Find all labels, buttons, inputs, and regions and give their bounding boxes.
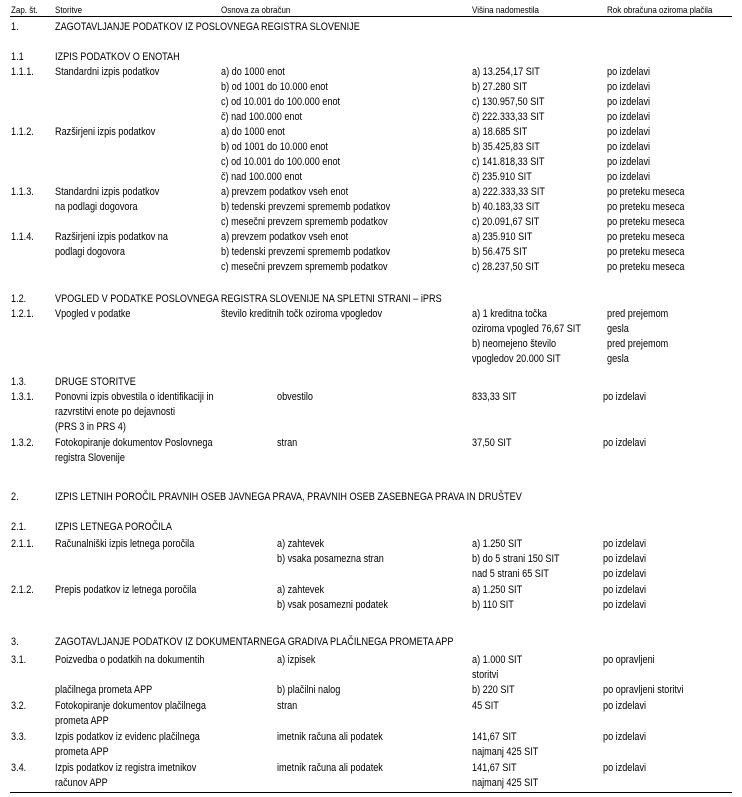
section-title: VPOGLED V PODATKE POSLOVNEGA REGISTRA SLOVENIJE NA SPLETNI STRANI – iPRS (55, 293, 442, 305)
section-title: IZPIS PODATKOV O ENOTAH (55, 51, 180, 63)
cell-service: Standardni izpis podatkov (55, 186, 160, 198)
cell-service: plačilnega prometa APP (55, 684, 153, 696)
cell-fee: 833,33 SIT (472, 391, 517, 403)
cell-fee: 141,67 SIT (472, 731, 517, 743)
cell-fee: b) 110 SIT (472, 599, 514, 611)
cell-due: po izdelavi (603, 762, 647, 774)
cell-fee: c) 28.237,50 SIT (472, 261, 540, 273)
cell-basis: a) do 1000 enot (221, 66, 285, 78)
cell-due: po izdelavi (607, 96, 651, 108)
cell-basis: b) vsaka posamezna stran (277, 553, 384, 565)
cell-basis: imetnik računa ali podatek (277, 731, 383, 743)
cell-num: 3.2. (11, 700, 27, 712)
header-fee: Višina nadomestila (472, 5, 539, 15)
cell-due: po izdelavi (607, 66, 651, 78)
cell-fee: oziroma vpogled 76,67 SIT (472, 323, 581, 335)
cell-fee: č) 235.910 SIT (472, 171, 532, 183)
cell-num: 1.1.4. (11, 231, 34, 243)
cell-num: 3.1. (11, 654, 27, 666)
cell-due: po opravljeni storitvi (603, 684, 684, 696)
cell-due: po izdelavi (607, 126, 651, 138)
cell-due: po preteku meseca (607, 186, 685, 198)
cell-fee: najmanj 425 SIT (472, 746, 539, 758)
cell-due: po izdelavi (603, 599, 647, 611)
header-service: Storitve (55, 5, 83, 15)
cell-fee: a) 18.685 SIT (472, 126, 528, 138)
cell-fee: b) 220 SIT (472, 684, 515, 696)
cell-service: Razširjeni izpis podatkov na (55, 231, 168, 243)
cell-basis: b) tedenski prevzemi sprememb podatkov (221, 201, 391, 213)
cell-due: gesla (607, 323, 629, 335)
cell-basis: stran (277, 437, 298, 449)
cell-service: Izpis podatkov iz registra imetnikov (55, 762, 197, 774)
cell-fee: a) 1.250 SIT (472, 584, 523, 596)
cell-fee: 37,50 SIT (472, 437, 512, 449)
cell-basis: b) od 1001 do 10.000 enot (221, 141, 328, 153)
cell-due: po izdelavi (603, 700, 647, 712)
cell-basis: a) izpisek (277, 654, 316, 666)
cell-num: 1.3. (11, 376, 27, 388)
cell-num: 1.3.1. (11, 391, 34, 403)
cell-fee: a) 1 kreditna točka (472, 308, 547, 320)
cell-due: po preteku meseca (607, 231, 685, 243)
cell-fee: b) do 5 strani 150 SIT (472, 553, 560, 565)
cell-due: po preteku meseca (607, 246, 685, 258)
cell-due: po izdelavi (607, 156, 651, 168)
cell-num: 2. (11, 491, 19, 503)
cell-due: po izdelavi (603, 731, 647, 743)
cell-fee: b) 27.280 SIT (472, 81, 528, 93)
cell-fee: c) 130.957,50 SIT (472, 96, 545, 108)
cell-fee: a) 1.250 SIT (472, 538, 523, 550)
cell-fee: a) 222.333,33 SIT (472, 186, 545, 198)
section-title: ZAGOTAVLJANJE PODATKOV IZ DOKUMENTARNEGA GRADIVA PLAČILNEGA PROMETA APP (55, 636, 454, 648)
cell-fee: c) 141.818,33 SIT (472, 156, 545, 168)
cell-basis: a) do 1000 enot (221, 126, 285, 138)
cell-num: 1.2.1. (11, 308, 34, 320)
cell-due: po izdelavi (603, 538, 647, 550)
cell-due: pred prejemom (607, 308, 669, 320)
cell-due: po preteku meseca (607, 261, 685, 273)
section-title: ZAGOTAVLJANJE PODATKOV IZ POSLOVNEGA REGISTRA SLOVENIJE (55, 21, 360, 33)
cell-basis: stran (277, 700, 298, 712)
cell-fee: 45 SIT (472, 700, 499, 712)
section-title: IZPIS LETNEGA POROČILA (55, 521, 172, 533)
cell-fee: vpogledov 20.000 SIT (472, 353, 561, 365)
cell-due: po izdelavi (603, 553, 647, 565)
cell-service: Fotokopiranje dokumentov Poslovnega (55, 437, 213, 449)
cell-basis: obvestilo (277, 391, 313, 403)
cell-service: (PRS 3 in PRS 4) (55, 421, 126, 433)
cell-basis: c) od 10.001 do 100.000 enot (221, 96, 341, 108)
cell-due: po izdelavi (603, 568, 647, 580)
cell-service: Poizvedba o podatkih na dokumentih (55, 654, 205, 666)
cell-num: 1.1.2. (11, 126, 34, 138)
cell-due: gesla (607, 353, 629, 365)
cell-basis: število kreditnih točk oziroma vpogledov (221, 308, 383, 320)
cell-service: Prepis podatkov iz letnega poročila (55, 584, 197, 596)
cell-due: po preteku meseca (607, 216, 685, 228)
cell-basis: a) prevzem podatkov vseh enot (221, 231, 349, 243)
cell-due: po izdelavi (603, 437, 647, 449)
cell-service: računov APP (55, 777, 108, 789)
cell-num: 2.1. (11, 521, 27, 533)
cell-basis: c) od 10.001 do 100.000 enot (221, 156, 341, 168)
cell-fee: a) 1.000 SIT (472, 654, 523, 666)
cell-basis: b) vsak posamezni podatek (277, 599, 388, 611)
cell-num: 3. (11, 636, 19, 648)
header-rule (10, 16, 732, 17)
cell-service: Razširjeni izpis podatkov (55, 126, 156, 138)
cell-num: 2.1.1. (11, 538, 34, 550)
cell-service: Fotokopiranje dokumentov plačilnega (55, 700, 206, 712)
cell-basis: imetnik računa ali podatek (277, 762, 383, 774)
cell-service: Računalniški izpis letnega poročila (55, 538, 195, 550)
cell-num: 1.3.2. (11, 437, 34, 449)
cell-fee: b) neomejeno število (472, 338, 557, 350)
cell-fee: najmanj 425 SIT (472, 777, 539, 789)
cell-num: 3.3. (11, 731, 27, 743)
cell-fee: a) 13.254,17 SIT (472, 66, 540, 78)
cell-due: pred prejemom (607, 338, 669, 350)
header-number: Zap. št. (11, 5, 38, 15)
cell-basis: c) mesečni prevzem sprememb podatkov (221, 216, 388, 228)
cell-service: Standardni izpis podatkov (55, 66, 160, 78)
section-title: DRUGE STORITVE (55, 376, 136, 388)
cell-basis: a) zahtevek (277, 538, 325, 550)
cell-basis: a) prevzem podatkov vseh enot (221, 186, 349, 198)
cell-due: po opravljeni (603, 654, 655, 666)
cell-fee: b) 40.183,33 SIT (472, 201, 540, 213)
header-basis: Osnova za obračun (221, 5, 291, 15)
cell-due: po izdelavi (603, 391, 647, 403)
cell-due: po izdelavi (607, 81, 651, 93)
cell-due: po preteku meseca (607, 201, 685, 213)
cell-num: 1. (11, 21, 19, 33)
cell-due: po izdelavi (607, 171, 651, 183)
bottom-rule (10, 792, 732, 793)
cell-num: 1.2. (11, 293, 27, 305)
cell-service: prometa APP (55, 746, 109, 758)
cell-service: Vpogled v podatke (55, 308, 131, 320)
cell-due: po izdelavi (607, 141, 651, 153)
cell-service: podlagi dogovora (55, 246, 125, 258)
cell-fee: 141,67 SIT (472, 762, 517, 774)
cell-num: 1.1.3. (11, 186, 34, 198)
cell-basis: b) od 1001 do 10.000 enot (221, 81, 328, 93)
cell-service: na podlagi dogovora (55, 201, 138, 213)
cell-basis: a) zahtevek (277, 584, 325, 596)
cell-num: 1.1 (11, 51, 24, 63)
cell-fee: nad 5 strani 65 SIT (472, 568, 549, 580)
cell-fee: č) 222.333,33 SIT (472, 111, 545, 123)
cell-service: Izpis podatkov iz evidenc plačilnega (55, 731, 200, 743)
cell-basis: c) mesečni prevzem sprememb podatkov (221, 261, 388, 273)
cell-basis: č) nad 100.000 enot (221, 111, 303, 123)
cell-service: prometa APP (55, 715, 109, 727)
cell-basis: b) plačilni nalog (277, 684, 341, 696)
cell-basis: b) tedenski prevzemi sprememb podatkov (221, 246, 391, 258)
header-due: Rok obračuna oziroma plačila (607, 5, 713, 15)
cell-num: 2.1.2. (11, 584, 34, 596)
cell-num: 1.1.1. (11, 66, 34, 78)
cell-basis: č) nad 100.000 enot (221, 171, 303, 183)
cell-num: 3.4. (11, 762, 27, 774)
cell-service: razvrstitvi enote po dejavnosti (55, 406, 176, 418)
cell-fee: b) 35.425,83 SIT (472, 141, 540, 153)
cell-fee: a) 235.910 SIT (472, 231, 533, 243)
cell-service: Ponovni izpis obvestila o identifikaciji in (55, 391, 214, 403)
cell-due: po izdelavi (607, 111, 651, 123)
cell-fee: storitvi (472, 669, 499, 681)
section-title: IZPIS LETNIH POROČIL PRAVNIH OSEB JAVNEGA PRAVA, PRAVNIH OSEB ZASEBNEGA PRAVA IN DRUŠTEV (55, 491, 522, 503)
cell-fee: b) 56.475 SIT (472, 246, 528, 258)
cell-fee: c) 20.091,67 SIT (472, 216, 540, 228)
cell-due: po izdelavi (603, 584, 647, 596)
cell-service: registra Slovenije (55, 452, 125, 464)
